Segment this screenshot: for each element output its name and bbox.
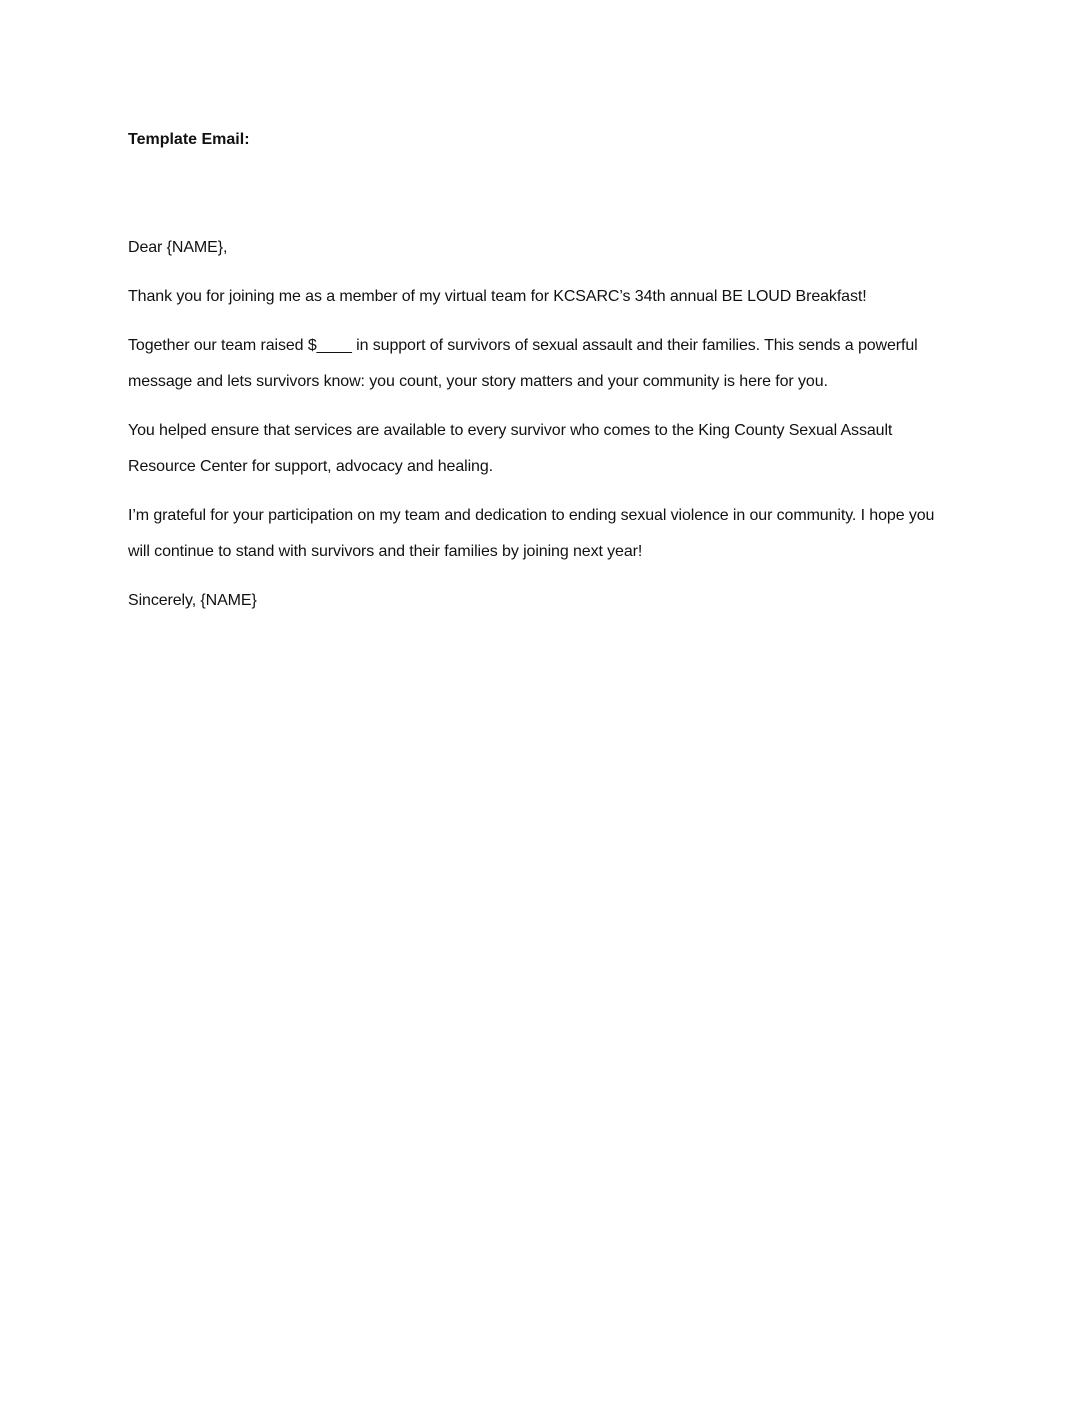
- letter-salutation: Dear {NAME},: [128, 239, 228, 256]
- letter-body: [128, 126, 958, 632]
- paragraph-thanks: Thank you for joining me as a member of my virtual team for KCSARC’s 34th annual BE LOUD Breakfast!: [128, 288, 867, 305]
- letter-closing: Sincerely, {NAME}: [128, 592, 257, 609]
- document-heading: Template Email:: [128, 131, 250, 148]
- paragraph-gratitude: I’m grateful for your participation on my team and dedication to ending sexual violence in our community. I hope you will continue to stand with survivors and their families by joining next year!: [128, 507, 935, 560]
- paragraph-fundraising: Together our team raised $____ in support of survivors of sexual assault and their families. This sends a powerful message and lets survivors know: you count, your story matters and your community is here for you.: [128, 337, 918, 390]
- paragraph-services: You helped ensure that services are available to every survivor who comes to the King County Sexual Assault Resource Center for support, advocacy and healing.: [128, 422, 893, 475]
